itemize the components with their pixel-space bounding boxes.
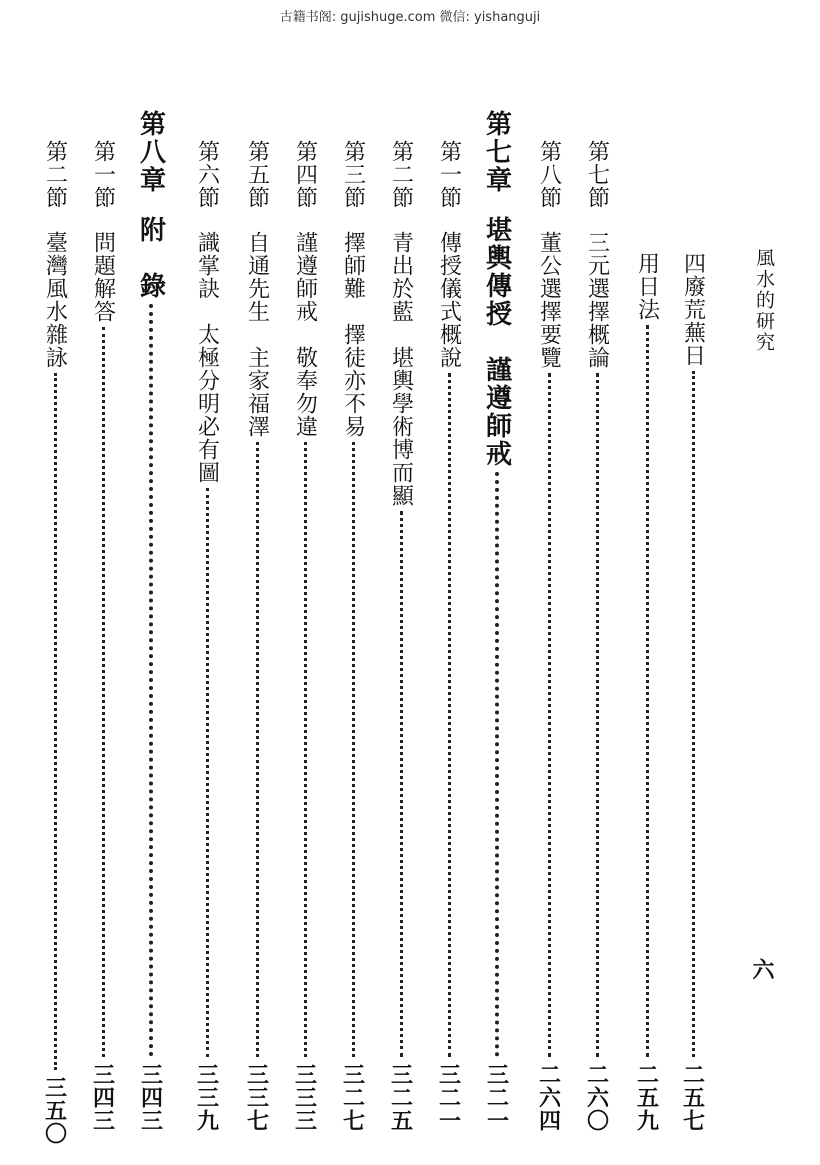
toc-entry-label: 第三節 bbox=[340, 140, 366, 209]
toc-entry-title: 擇師難 擇徒亦不易 bbox=[340, 231, 366, 438]
toc-entry bbox=[38, 140, 72, 1145]
toc-entry-page: 二五七 bbox=[679, 1063, 706, 1132]
toc-entry bbox=[86, 140, 120, 1132]
toc-entry-label: 第二節 bbox=[388, 140, 414, 209]
toc-entry-page: 三三三 bbox=[291, 1063, 318, 1132]
dot-leader bbox=[352, 442, 355, 1057]
toc-entry-page: 三二一 bbox=[435, 1063, 462, 1132]
toc-entry-page: 三四三 bbox=[137, 1063, 164, 1132]
toc-entry-label: 第八章 bbox=[135, 110, 166, 194]
toc-entry bbox=[336, 140, 370, 1132]
watermark: 古籍书阁: gujishuge.com 微信: yishanguji bbox=[279, 10, 541, 25]
dot-leader bbox=[400, 511, 403, 1057]
toc-entry-label: 第五節 bbox=[244, 140, 270, 209]
toc-entry-title: 四廢荒蕪日 bbox=[680, 252, 706, 367]
toc-entry-label: 第一節 bbox=[90, 140, 116, 209]
toc-entry-title: 董公選擇要覽 bbox=[536, 231, 562, 369]
dot-leader bbox=[692, 371, 695, 1057]
toc-entry-page: 二六〇 bbox=[583, 1063, 610, 1132]
dot-leader bbox=[495, 472, 499, 1057]
toc-entry bbox=[532, 140, 566, 1132]
dot-leader bbox=[596, 373, 599, 1057]
toc-entry-title: 臺灣風水雜詠 bbox=[42, 231, 68, 369]
toc-entry bbox=[288, 140, 322, 1132]
toc-entry bbox=[630, 252, 664, 1132]
toc-entry-label: 第四節 bbox=[292, 140, 318, 209]
toc-entry bbox=[190, 140, 224, 1132]
toc-entry-title: 三元選擇概論 bbox=[584, 231, 610, 369]
toc-entry bbox=[676, 252, 710, 1132]
toc-entry-page: 三二七 bbox=[339, 1063, 366, 1132]
dot-leader bbox=[206, 488, 209, 1057]
dot-leader bbox=[646, 325, 649, 1057]
toc-entry-page: 二六四 bbox=[535, 1063, 562, 1132]
toc-entry-page: 二五九 bbox=[633, 1063, 660, 1132]
running-head: 風水的研究 bbox=[753, 248, 775, 353]
dot-leader bbox=[304, 442, 307, 1057]
toc-entry-title: 用日法 bbox=[634, 252, 660, 321]
dot-leader bbox=[149, 304, 153, 1057]
toc-entry-label: 第六節 bbox=[194, 140, 220, 209]
toc-entry bbox=[580, 140, 614, 1132]
toc-entry-label: 第一節 bbox=[436, 140, 462, 209]
toc-entry-page: 三五〇 bbox=[41, 1076, 68, 1145]
dot-leader bbox=[54, 373, 57, 1070]
page-number: 六 bbox=[749, 958, 775, 980]
dot-leader bbox=[256, 442, 259, 1057]
toc-entry-label: 第七節 bbox=[584, 140, 610, 209]
toc-entry-page: 三三七 bbox=[243, 1063, 270, 1132]
toc-entry-page: 三三九 bbox=[193, 1063, 220, 1132]
toc-entry-title: 自通先生 主家福澤 bbox=[244, 231, 270, 438]
toc-entry-label: 第七章 bbox=[481, 110, 512, 194]
toc-entry bbox=[432, 140, 466, 1132]
toc-entry-title: 謹遵師戒 敬奉勿違 bbox=[292, 231, 318, 438]
dot-leader bbox=[448, 373, 451, 1057]
toc-entry-title: 傳授儀式概說 bbox=[436, 231, 462, 369]
toc-chapter bbox=[480, 110, 514, 1132]
toc-chapter bbox=[134, 110, 168, 1132]
toc-entry-title: 識掌訣 太極分明必有圖 bbox=[194, 231, 220, 484]
dot-leader bbox=[102, 327, 105, 1057]
toc-entry-label: 第二節 bbox=[42, 140, 68, 209]
toc-entry-title: 附 錄 bbox=[135, 216, 166, 300]
toc-entry-page: 三二五 bbox=[387, 1063, 414, 1132]
toc-entry-page: 三四三 bbox=[89, 1063, 116, 1132]
toc-entry-title: 問題解答 bbox=[90, 231, 116, 323]
dot-leader bbox=[548, 373, 551, 1057]
toc-entry-label: 第八節 bbox=[536, 140, 562, 209]
toc-entry bbox=[240, 140, 274, 1132]
toc-entry-title: 堪輿傳授 謹遵師戒 bbox=[481, 216, 512, 468]
toc-entry-title: 青出於藍 堪輿學術博而顯 bbox=[388, 231, 414, 507]
toc-entry-page: 三二一 bbox=[483, 1063, 510, 1132]
toc-entry bbox=[384, 140, 418, 1132]
